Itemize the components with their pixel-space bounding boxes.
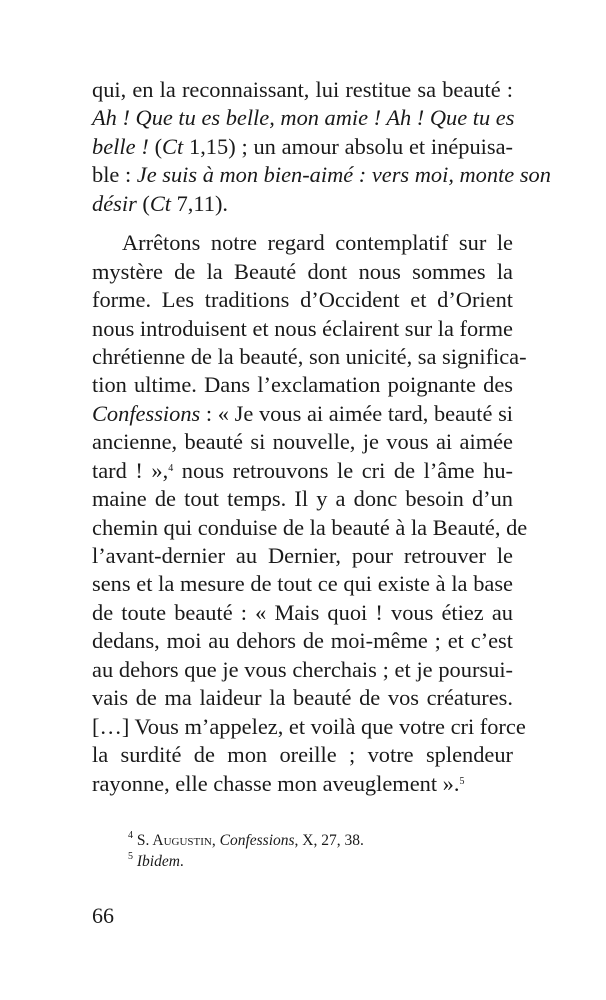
text-span: rayonne, elle chasse mon aveuglement ». bbox=[92, 770, 460, 796]
text-line bbox=[92, 229, 513, 257]
text-line bbox=[92, 684, 513, 712]
text-line bbox=[92, 343, 527, 371]
text-span: 7,11). bbox=[171, 190, 229, 216]
text-span: nous retrouvons le cri de l’âme hu- bbox=[173, 457, 513, 483]
italic-text: Je suis à mon bien-aimé : vers moi, monte son bbox=[136, 162, 551, 188]
text-line bbox=[92, 190, 513, 218]
text-span: mystère de la Beauté dont nous sommes la bbox=[92, 258, 513, 284]
text-line bbox=[92, 713, 526, 741]
footnote-work: Ibidem bbox=[136, 853, 180, 870]
footnote-number: 5 bbox=[128, 851, 133, 862]
footnote-reference: , X, 27, 38. bbox=[294, 832, 364, 849]
italic-text: Ah ! Que tu es belle, mon amie ! Ah ! Que tu es bbox=[92, 105, 515, 131]
text-span: la surdité de mon oreille ; votre splendeur bbox=[92, 742, 513, 768]
text-line bbox=[92, 627, 513, 655]
text-span: de toute beauté : « Mais quoi ! vous étiez au bbox=[92, 599, 513, 625]
text-span: au dehors que je vous cherchais ; et je poursui- bbox=[92, 656, 513, 682]
footnote-marker: 5 bbox=[459, 775, 465, 787]
text-span: sens et la mesure de tout ce qui existe à la base bbox=[92, 571, 513, 597]
text-line bbox=[92, 315, 513, 343]
text-line bbox=[92, 76, 513, 104]
text-line bbox=[92, 542, 513, 570]
body-text bbox=[92, 76, 551, 798]
italic-text: désir bbox=[92, 190, 137, 216]
footnote-author: S. Augustin bbox=[136, 832, 212, 849]
text-line bbox=[92, 741, 513, 769]
text-line bbox=[92, 371, 513, 399]
text-line bbox=[92, 286, 513, 314]
text-span: 1,15) ; un amour absolu et inépuisa- bbox=[183, 133, 513, 159]
text-line bbox=[92, 104, 513, 132]
text-line bbox=[92, 570, 513, 598]
footnote-4 bbox=[128, 830, 364, 851]
text-line bbox=[92, 457, 513, 485]
footnote-reference: . bbox=[179, 853, 184, 870]
text-line bbox=[92, 599, 513, 627]
italic-text: Ct bbox=[162, 133, 184, 159]
footnote-separator: , bbox=[211, 832, 220, 849]
text-span: nous introduisent et nous éclairent sur la forme bbox=[92, 315, 513, 341]
text-span: Arrêtons notre regard contemplatif sur le bbox=[122, 230, 513, 256]
text-span: tion ultime. Dans l’exclamation poignante des bbox=[92, 372, 513, 398]
text-span: dedans, moi au dehors de moi-même ; et c’est bbox=[92, 628, 513, 654]
text-span: l’avant-dernier au Dernier, pour retrouver le bbox=[92, 543, 513, 568]
text-span: qui, en la reconnaissant, lui restitue sa beauté : bbox=[92, 77, 513, 102]
text-line bbox=[92, 770, 513, 798]
text-line bbox=[92, 133, 513, 161]
text-span: […] Vous m’appelez, et voilà que votre cri force bbox=[92, 713, 526, 739]
text-span: vais de ma laideur la beauté de vos créatures. bbox=[92, 685, 513, 711]
footnote-5 bbox=[128, 851, 364, 872]
text-span: chrétienne de la beauté, son unicité, sa significa- bbox=[92, 343, 527, 369]
text-line bbox=[92, 400, 513, 428]
footnote-work: Confessions bbox=[219, 832, 295, 849]
text-span: : « Je vous ai aimée tard, beauté si bbox=[200, 400, 513, 426]
text-line bbox=[92, 485, 513, 513]
page-number: 66 bbox=[92, 903, 114, 928]
italic-text: Confessions bbox=[92, 400, 201, 426]
text-line bbox=[92, 161, 551, 189]
text-line bbox=[92, 656, 513, 684]
text-span: ancienne, beauté si nouvelle, je vous ai aimée bbox=[92, 429, 513, 455]
text-span: tard ! », bbox=[92, 457, 169, 483]
italic-text: Ct bbox=[149, 190, 172, 216]
text-span: forme. Les traditions d’Occident et d’Orient bbox=[92, 287, 513, 313]
footnotes bbox=[128, 830, 364, 872]
italic-text: belle ! bbox=[92, 133, 149, 159]
footnote-number: 4 bbox=[128, 830, 133, 841]
text-line bbox=[92, 258, 513, 286]
text-line bbox=[92, 514, 528, 542]
text-line bbox=[92, 428, 513, 456]
text-span: maine de tout temps. Il y a donc besoin d’un bbox=[92, 486, 513, 512]
text-span: chemin qui conduise de la beauté à la Beauté, de bbox=[92, 514, 528, 540]
text-span: ( bbox=[148, 133, 163, 159]
footnote-marker: 4 bbox=[168, 462, 174, 474]
text-span: ble : bbox=[92, 162, 137, 188]
text-span: ( bbox=[136, 190, 150, 216]
